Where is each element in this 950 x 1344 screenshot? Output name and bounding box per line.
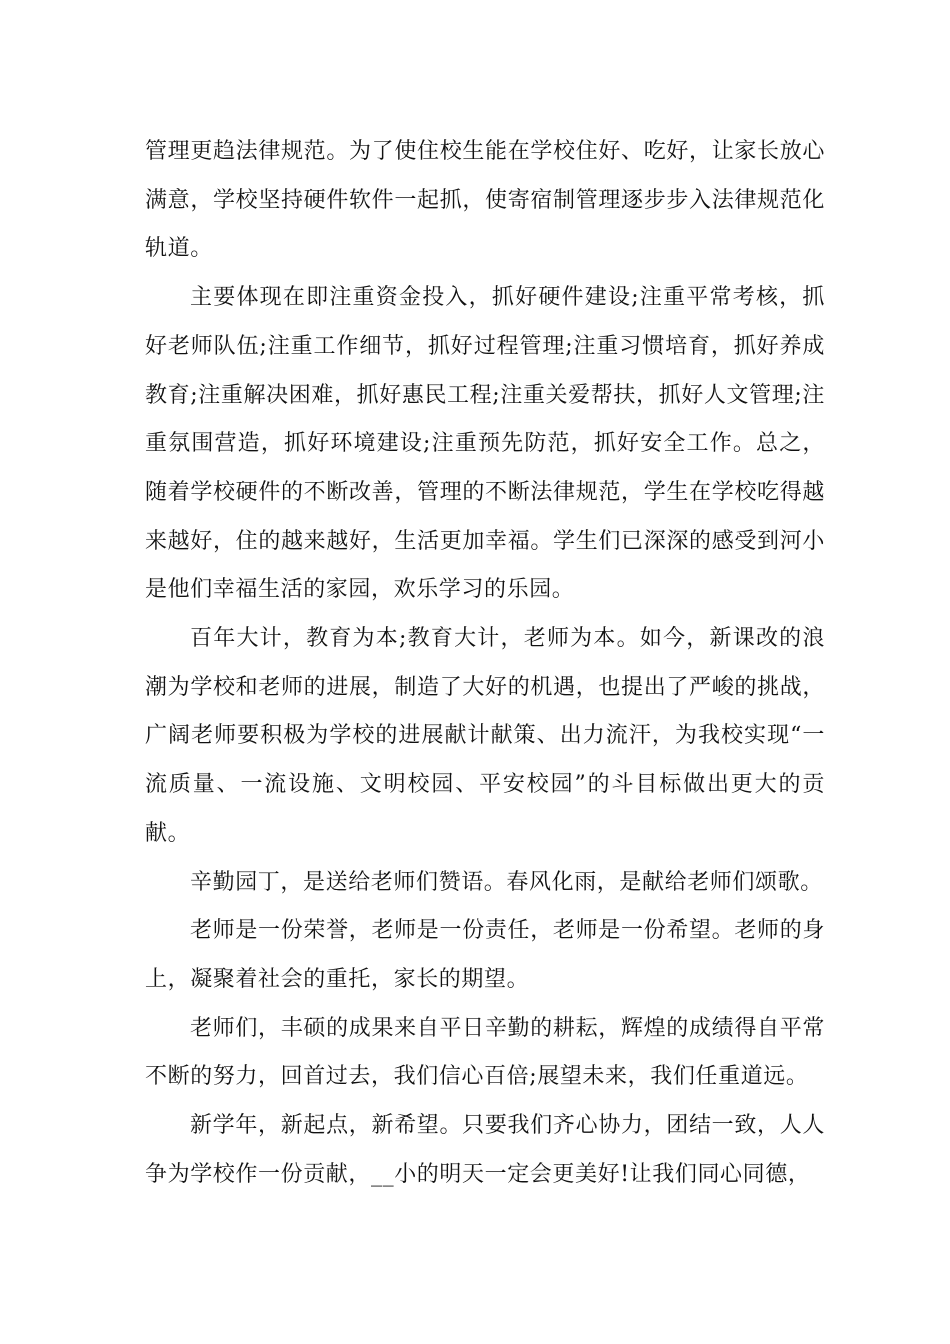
paragraph-7: 新学年，新起点，新希望。只要我们齐心协力，团结一致，人人争为学校作一份贡献，__小的明天一定会更美好!让我们同心同德， [145, 1113, 825, 1187]
paragraph-6: 老师们，丰硕的成果来自平日辛勤的耕耘，辉煌的成绩得自平常不断的努力，回首过去，我们信心百倍;展望未来，我们任重道远。 [145, 1015, 825, 1090]
document-body [145, 128, 825, 1199]
paragraph-1: 管理更趋法律规范。为了使住校生能在学校住好、吃好，让家长放心满意，学校坚持硬件软件一起抓，使寄宿制管理逐步步入法律规范化轨道。 [145, 139, 825, 262]
paragraph-4: 辛勤园丁，是送给老师们赞语。春风化雨，是献给老师们颂歌。 [190, 869, 823, 895]
paragraph-3: 百年大计，教育为本;教育大计，老师为本。如今，新课改的浪潮为学校和老师的进展，制造了大好的机遇，也提出了严峻的挑战，广阔老师要积极为学校的进展献计献策、出力流汗，为我校实现“一流质量、一流设施、文明校园、平安校园”的斗目标做出更大的贡献。 [145, 626, 825, 846]
paragraph-5: 老师是一份荣誉，老师是一份责任，老师是一份希望。老师的身上，凝聚着社会的重托，家长的期望。 [145, 918, 825, 992]
paragraph-2: 主要体现在即注重资金投入，抓好硬件建设;注重平常考核，抓好老师队伍;注重工作细节，抓好过程管理;注重习惯培育，抓好养成教育;注重解决困难，抓好惠民工程;注重关爱帮扶，抓好人文管理;注重氛围营造，抓好环境建设;注重预先防范，抓好安全工作。总之，随着学校硬件的不断改善，管理的不断法律规范，学生在学校吃得越来越好，住的越来越好，生活更加幸福。学生们已深深的感受到河小是他们幸福生活的家园，欢乐学习的乐园。 [145, 285, 825, 603]
